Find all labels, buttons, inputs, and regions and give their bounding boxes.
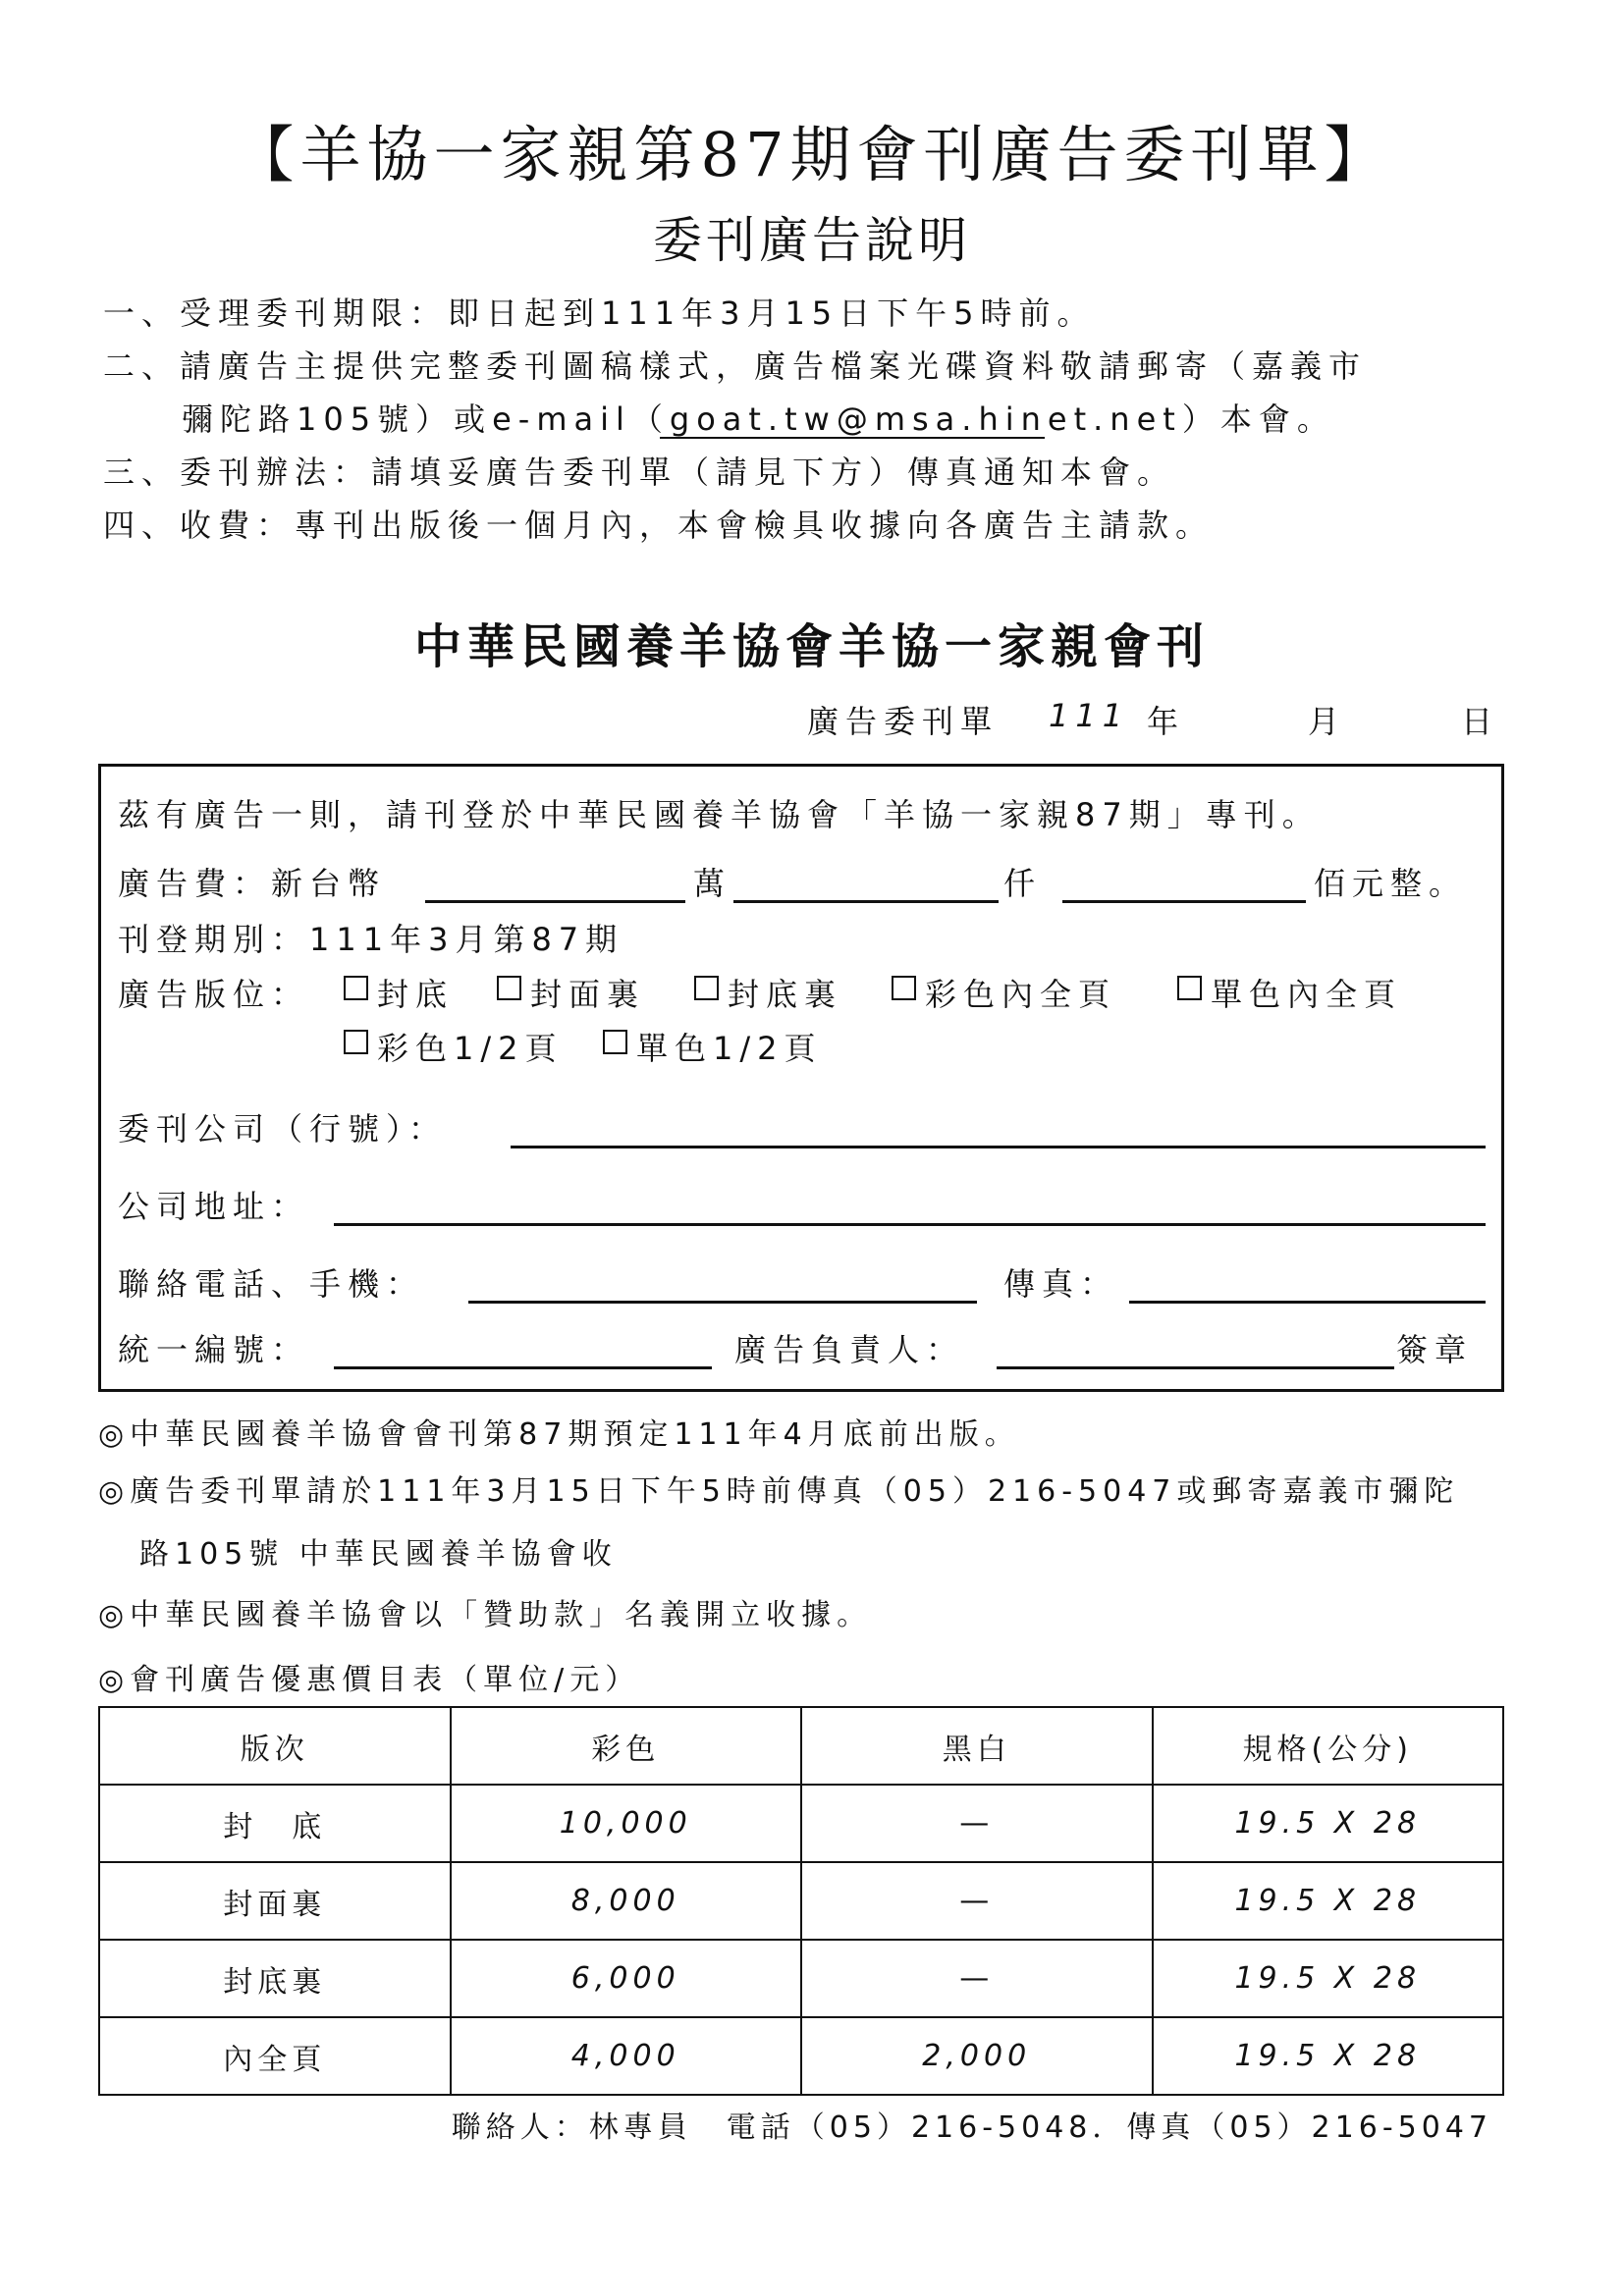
table-header-row [99,1707,1503,1785]
fee-unit-end: 佰元整。 [1314,865,1468,902]
note-deadline-continued: 路105號 中華民國養羊協會收 [139,1537,618,1572]
checkbox-inside-back-cover[interactable] [694,976,719,1000]
cell-mono-price: — [801,1785,1153,1862]
cell-mono-price: 2,000 [801,2017,1153,2095]
document-title: 【羊協一家親第87期會刊廣告委刊單】 [233,119,1391,190]
table-row [99,1862,1503,1940]
position-label: 廣告版位： [118,976,310,1013]
month-unit: 月 [1308,703,1347,740]
header-mono: 黑白 [801,1707,1153,1785]
header-color: 彩色 [451,1707,802,1785]
option-color-half-page: 彩色1/2頁 [377,1030,564,1067]
responsible-label: 廣告負責人： [734,1331,965,1368]
company-label: 委刊公司（行號）： [118,1110,448,1148]
option-color-full-page: 彩色內全頁 [925,976,1117,1013]
cell-spec: 19.5 X 28 [1153,1862,1504,1940]
checkbox-color-half-page[interactable] [344,1030,368,1054]
fax-field[interactable] [1129,1301,1486,1304]
cell-color-price: 4,000 [451,2017,802,2095]
address-field[interactable] [334,1223,1486,1226]
association-title: 中華民國養羊協會羊協一家親會刊 [413,619,1210,674]
fee-unit-wan: 萬 [693,865,732,902]
tax-id-field[interactable] [334,1366,712,1369]
day-unit: 日 [1461,703,1500,740]
tax-id-label: 統一編號： [118,1331,310,1368]
email-underline [660,437,1045,439]
document-subtitle: 委刊廣告說明 [653,212,971,269]
address-label: 公司地址： [118,1188,310,1225]
cell-spec: 19.5 X 28 [1153,1785,1504,1862]
note-receipt: ◎中華民國養羊協會以「贊助款」名義開立收據。 [98,1598,873,1632]
cell-edition: 封底裏 [99,1940,451,2017]
fax-label: 傳真： [1003,1265,1119,1303]
note-deadline: ◎廣告委刊單請於111年3月15日下午5時前傳真（05）216-5047或郵寄嘉義市彌陀 [98,1474,1460,1509]
year-unit: 年 [1147,703,1186,740]
cell-edition: 封 底 [99,1785,451,1862]
checkbox-inside-front-cover[interactable] [497,976,521,1000]
instruction-2: 二、請廣告主提供完整委刊圖稿樣式，廣告檔案光碟資料敬請郵寄（嘉義市 [103,347,1368,385]
instruction-1: 一、受理委刊期限：即日起到111年3月15日下午5時前。 [103,294,1096,332]
seal-label: 簽章 [1396,1331,1474,1368]
checkbox-mono-half-page[interactable] [603,1030,627,1054]
cell-spec: 19.5 X 28 [1153,2017,1504,2095]
form-intro: 茲有廣告一則，請刊登於中華民國養羊協會「羊協一家親87期」專刊。 [118,796,1321,833]
cell-edition: 內全頁 [99,2017,451,2095]
price-table-caption: ◎會刊廣告優惠價目表（單位/元） [98,1663,641,1697]
fee-bai-field[interactable] [1062,900,1306,903]
instruction-3: 三、委刊辦法：請填妥廣告委刊單（請見下方）傳真通知本會。 [103,454,1176,491]
header-spec: 規格(公分) [1153,1707,1504,1785]
phone-field[interactable] [468,1301,977,1304]
checkbox-back-cover[interactable] [344,976,368,1000]
table-row [99,1785,1503,1862]
company-field[interactable] [511,1146,1486,1148]
publication-period: 刊登期別：111年3月第87期 [118,921,624,958]
fee-unit-qian: 仟 [1003,865,1043,902]
note-publication-date: ◎中華民國養羊協會會刊第87期預定111年4月底前出版。 [98,1417,1020,1452]
cell-spec: 19.5 X 28 [1153,1940,1504,2017]
checkbox-color-full-page[interactable] [892,976,916,1000]
cell-edition: 封面裏 [99,1862,451,1940]
price-table [98,1706,1504,2096]
order-form-label: 廣告委刊單 [807,703,1000,740]
option-mono-full-page: 單色內全頁 [1211,976,1403,1013]
cell-mono-price: — [801,1940,1153,2017]
table-row [99,2017,1503,2095]
option-inside-back-cover: 封底裏 [728,976,843,1013]
phone-label: 聯絡電話、手機： [118,1265,425,1303]
cell-color-price: 10,000 [451,1785,802,1862]
instruction-2-continued: 彌陀路105號）或e-mail（goat.tw@msa.hinet.net）本會。 [182,400,1335,438]
cell-mono-price: — [801,1862,1153,1940]
cell-color-price: 6,000 [451,1940,802,2017]
fee-wan-field[interactable] [425,900,685,903]
responsible-field[interactable] [997,1366,1394,1369]
cell-color-price: 8,000 [451,1862,802,1940]
fee-label: 廣告費：新台幣 [118,865,387,902]
checkbox-mono-full-page[interactable] [1177,976,1202,1000]
instruction-4: 四、收費：專刊出版後一個月內，本會檢具收據向各廣告主請款。 [103,507,1215,544]
year-value: 111 [1049,697,1130,734]
fee-qian-field[interactable] [733,900,999,903]
option-inside-front-cover: 封面裏 [530,976,646,1013]
table-row [99,1940,1503,2017]
option-mono-half-page: 單色1/2頁 [636,1030,823,1067]
option-back-cover: 封底 [377,976,455,1013]
contact-info: 聯絡人：林專員 電話（05）216-5048．傳真（05）216-5047 [451,2110,1492,2145]
header-edition: 版次 [99,1707,451,1785]
